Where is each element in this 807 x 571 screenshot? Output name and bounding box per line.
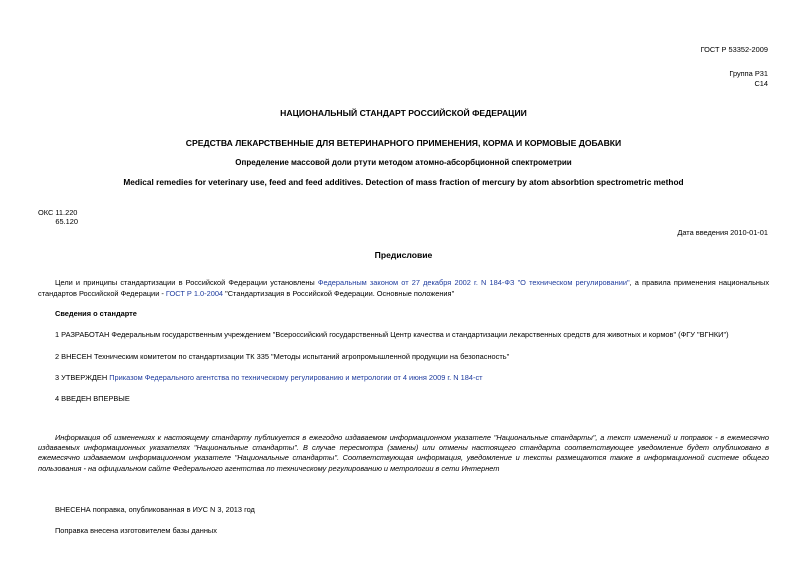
foreword-paragraph — [38, 278, 769, 299]
item-prefix: 3 УТВЕРЖДЕН — [55, 373, 110, 382]
gost-number: ГОСТ Р 53352-2009 — [700, 45, 768, 54]
amendment-source-note: Поправка внесена изготовителем базы данных — [55, 526, 217, 535]
gost-r-1-0-2004-link[interactable]: ГОСТ Р 1.0-2004 — [165, 288, 224, 298]
introduction-date: Дата введения 2010-01-01 — [677, 228, 768, 237]
classification-code: С14 — [754, 79, 768, 88]
paragraph-text: "Стандартизация в Российской Федерации. Основные положения" — [223, 288, 455, 298]
approval-order-link[interactable]: Приказом Федерального агентства по техническому регулированию и метрологии от 4 июня 2009 г. N 184-ст — [109, 373, 483, 382]
info-item-developed: 1 РАЗРАБОТАН Федеральным государственным учреждением "Всероссийский государственный Центр качества и стандартизации лекарственных средств для животных и кормов" (ФГУ "ВГНКИ") — [55, 330, 729, 339]
info-item-introduced: 4 ВВЕДЕН ВПЕРВЫЕ — [55, 394, 130, 403]
oks-code-1: ОКС 11.220 — [38, 208, 78, 217]
info-item-submitted: 2 ВНЕСЕН Техническим комитетом по стандартизации ТК 335 "Методы испытаний агропромышленной продукции на безопасность" — [55, 352, 510, 361]
standard-info-heading: Сведения о стандарте — [55, 309, 137, 318]
federal-law-link[interactable]: Федеральным законом от 27 декабря 2002 г. N 184-ФЗ "О техническом регулировании" — [317, 278, 630, 287]
paragraph-text: Цели и принципы стандартизации в Российской Федерации установлены — [55, 278, 318, 287]
group-code: Группа Р31 — [729, 69, 768, 78]
document-subtitle-ru: Определение массовой доли ртути методом атомно-абсорбционной спектрометрии — [235, 158, 572, 167]
document-subtitle-en: Medical remedies for veterinary use, feed and feed additives. Detection of mass fraction of mercury by atom absorbtion spectrometric method — [123, 177, 684, 187]
oks-code-2: 65.120 — [55, 217, 78, 226]
amendment-note: ВНЕСЕНА поправка, опубликованная в ИУС N 3, 2013 год — [55, 505, 255, 514]
changes-notice: Информация об изменениях к настоящему стандарту публикуется в ежегодно издаваемом информационном указателе "Национальные стандарты", а текст изменений и поправок - в ежемесячно издаваемых информационных указателях "Национальные стандарты". В случае пересмотра (замены) или отмены настоящего стандарта соответствующее уведомление будет опубликовано в ежемесячно издаваемом информационном указателе "Национальные стандарты". Соответствующая информация, уведомление и тексты размещаются также в информационной системе общего пользования - на официальном сайте Федерального агентства по техническому регулированию и метрологии в сети Интернет — [38, 433, 769, 473]
paragraph-text: , а правила применения национальных стандартов Российской Федерации - — [38, 278, 770, 298]
national-standard-title: НАЦИОНАЛЬНЫЙ СТАНДАРТ РОССИЙСКОЙ ФЕДЕРАЦИИ — [280, 108, 527, 118]
foreword-heading: Предисловие — [374, 250, 433, 260]
document-main-title: СРЕДСТВА ЛЕКАРСТВЕННЫЕ ДЛЯ ВЕТЕРИНАРНОГО ПРИМЕНЕНИЯ, КОРМА И КОРМОВЫЕ ДОБАВКИ — [185, 138, 622, 148]
info-item-approved — [55, 374, 483, 383]
